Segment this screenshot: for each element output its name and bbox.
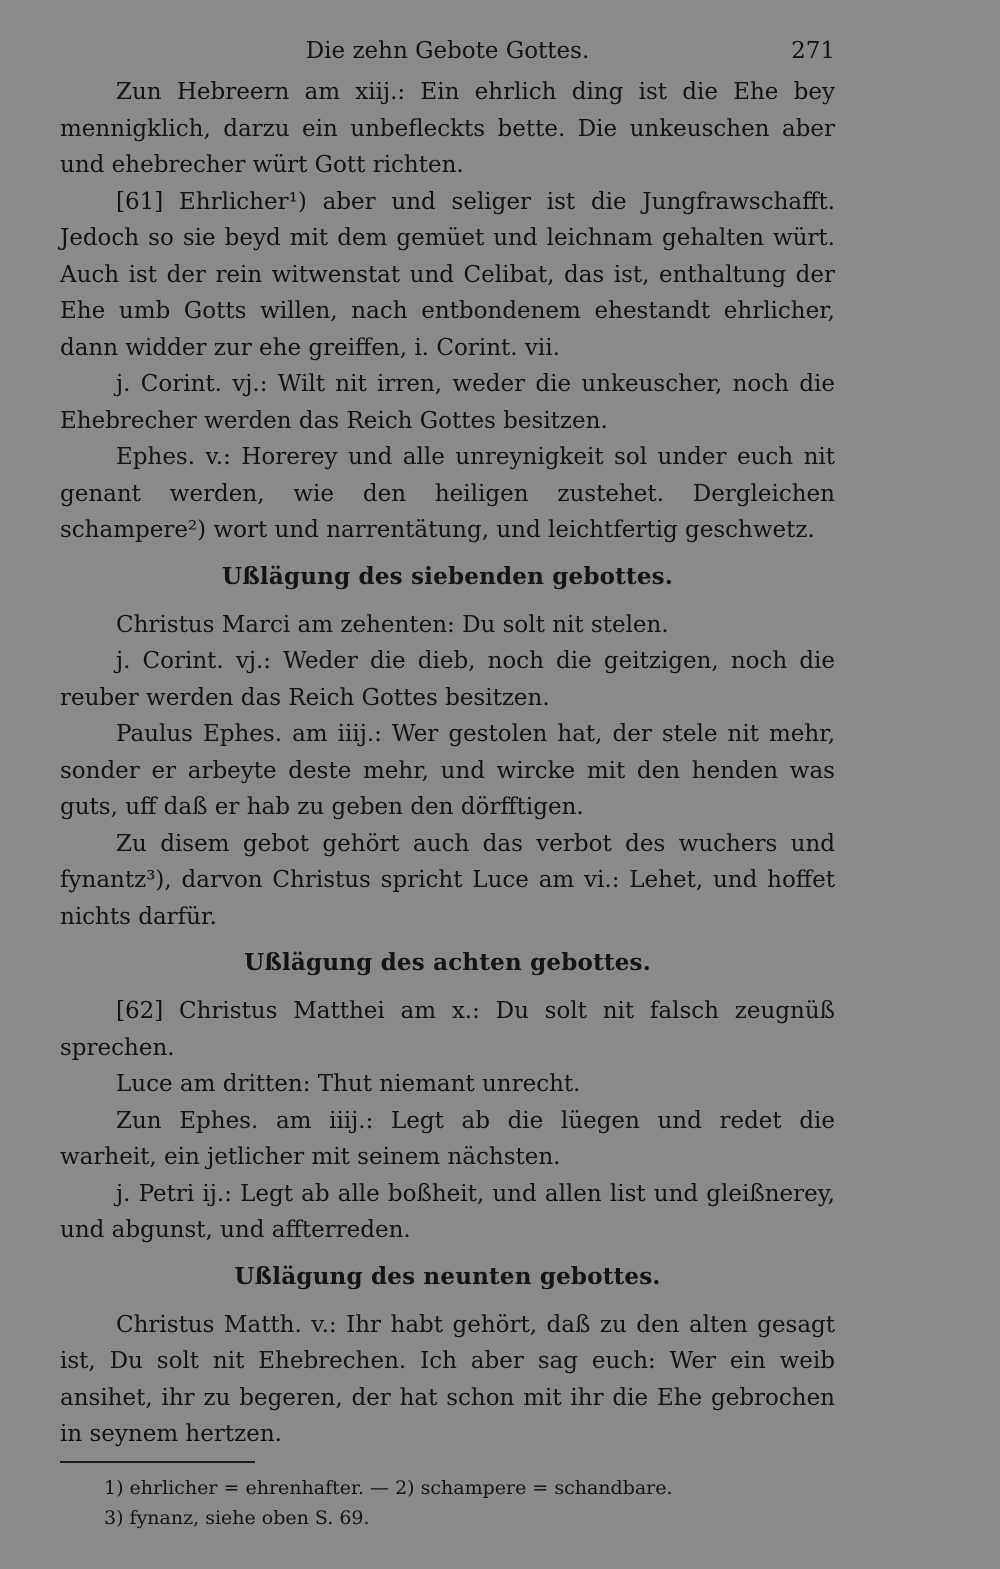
- paragraph-hebreer: Zun Hebreern am xiij.: Ein ehrlich ding ist die Ehe bey mennigklich, darzu ein unbefleckts bette. Die unkeuschen aber und ehebrecher würt Gott richten.: [60, 79, 835, 178]
- paragraph-petri: j. Petri ij.: Legt ab alle boßheit, und allen list und gleißnerey, und abgunst, und affterreden.: [60, 1180, 835, 1243]
- paragraph-matth-v: Christus Matth. v.: Ihr habt gehört, daß zu den alten gesagt ist, Du solt nit Ehebrechen. Ich aber sag euch: Wer ein weib ansihet, ihr zu begeren, der hat schon mit ihr die Ehe gebrochen in seynem hertzen.: [60, 1311, 835, 1447]
- heading-achten-gebottes: Ußlägung des achten gebottes.: [244, 949, 651, 976]
- footnote-3: 3) fynanz, siehe oben S. 69.: [104, 1506, 370, 1529]
- page-number: 271: [791, 38, 835, 64]
- book-page: [60, 30, 835, 1533]
- footnote-rule: [60, 1461, 255, 1463]
- footnote-1-2: 1) ehrlicher = ehrenhafter. — 2) schampere = schandbare.: [104, 1476, 673, 1499]
- paragraph-paulus-ephes: Paulus Ephes. am iiij.: Wer gestolen hat, der stele nit mehr, sonder er arbeyte deste mehr, und wircke mit den henden was guts, uff daß er hab zu geben den dörfftigen.: [60, 721, 835, 820]
- paragraph-corint-dieb: j. Corint. vj.: Weder die dieb, noch die geitzigen, noch die reuber werden das Reich Gottes besitzen.: [60, 648, 835, 711]
- heading-neunten-gebottes: Ußlägung des neunten gebottes.: [234, 1262, 661, 1290]
- paragraph-jungfrawschafft: [61] Ehrlicher¹) aber und seliger ist die Jungfrawschafft. Jedoch so sie beyd mit dem gemüet und leichnam gehalten würt. Auch ist der rein witwenstat und Celibat, das ist, enthaltung der Ehe umb Gotts willen, nach entbondenem ehestandt ehrlicher, dann widder zur ehe greiffen, i. Corint. vii.: [60, 188, 835, 361]
- paragraph-ephes-v: Ephes. v.: Horerey und alle unreynigkeit sol under euch nit genant werden, wie den heiligen zustehet. Dergleichen schampere²) wort und narrentätung, und leichtfertig geschwetz.: [60, 444, 835, 543]
- paragraph-luce-dritten: Luce am dritten: Thut niemant unrecht.: [116, 1071, 581, 1097]
- heading-siebenden-gebottes: Ußlägung des siebenden gebottes.: [221, 562, 674, 590]
- paragraph-corint-vj: j. Corint. vj.: Wilt nit irren, weder die unkeuscher, noch die Ehebrecher werden das Reich Gottes besitzen.: [60, 371, 835, 434]
- paragraph-wucher: Zu disem gebot gehört auch das verbot des wuchers und fynantz³), darvon Christus spricht Luce am vi.: Lehet, und hoffet nichts darfür.: [60, 830, 835, 930]
- running-head: [60, 30, 835, 74]
- running-title: Die zehn Gebote Gottes.: [305, 38, 590, 64]
- paragraph-zun-ephes: Zun Ephes. am iiij.: Legt ab die lüegen und redet die warheit, ein jetlicher mit seinem nächsten.: [60, 1107, 835, 1170]
- paragraph-matthei: [62] Christus Matthei am x.: Du solt nit falsch zeugnüß sprechen.: [60, 998, 835, 1061]
- paragraph-marci: Christus Marci am zehenten: Du solt nit stelen.: [116, 611, 669, 638]
